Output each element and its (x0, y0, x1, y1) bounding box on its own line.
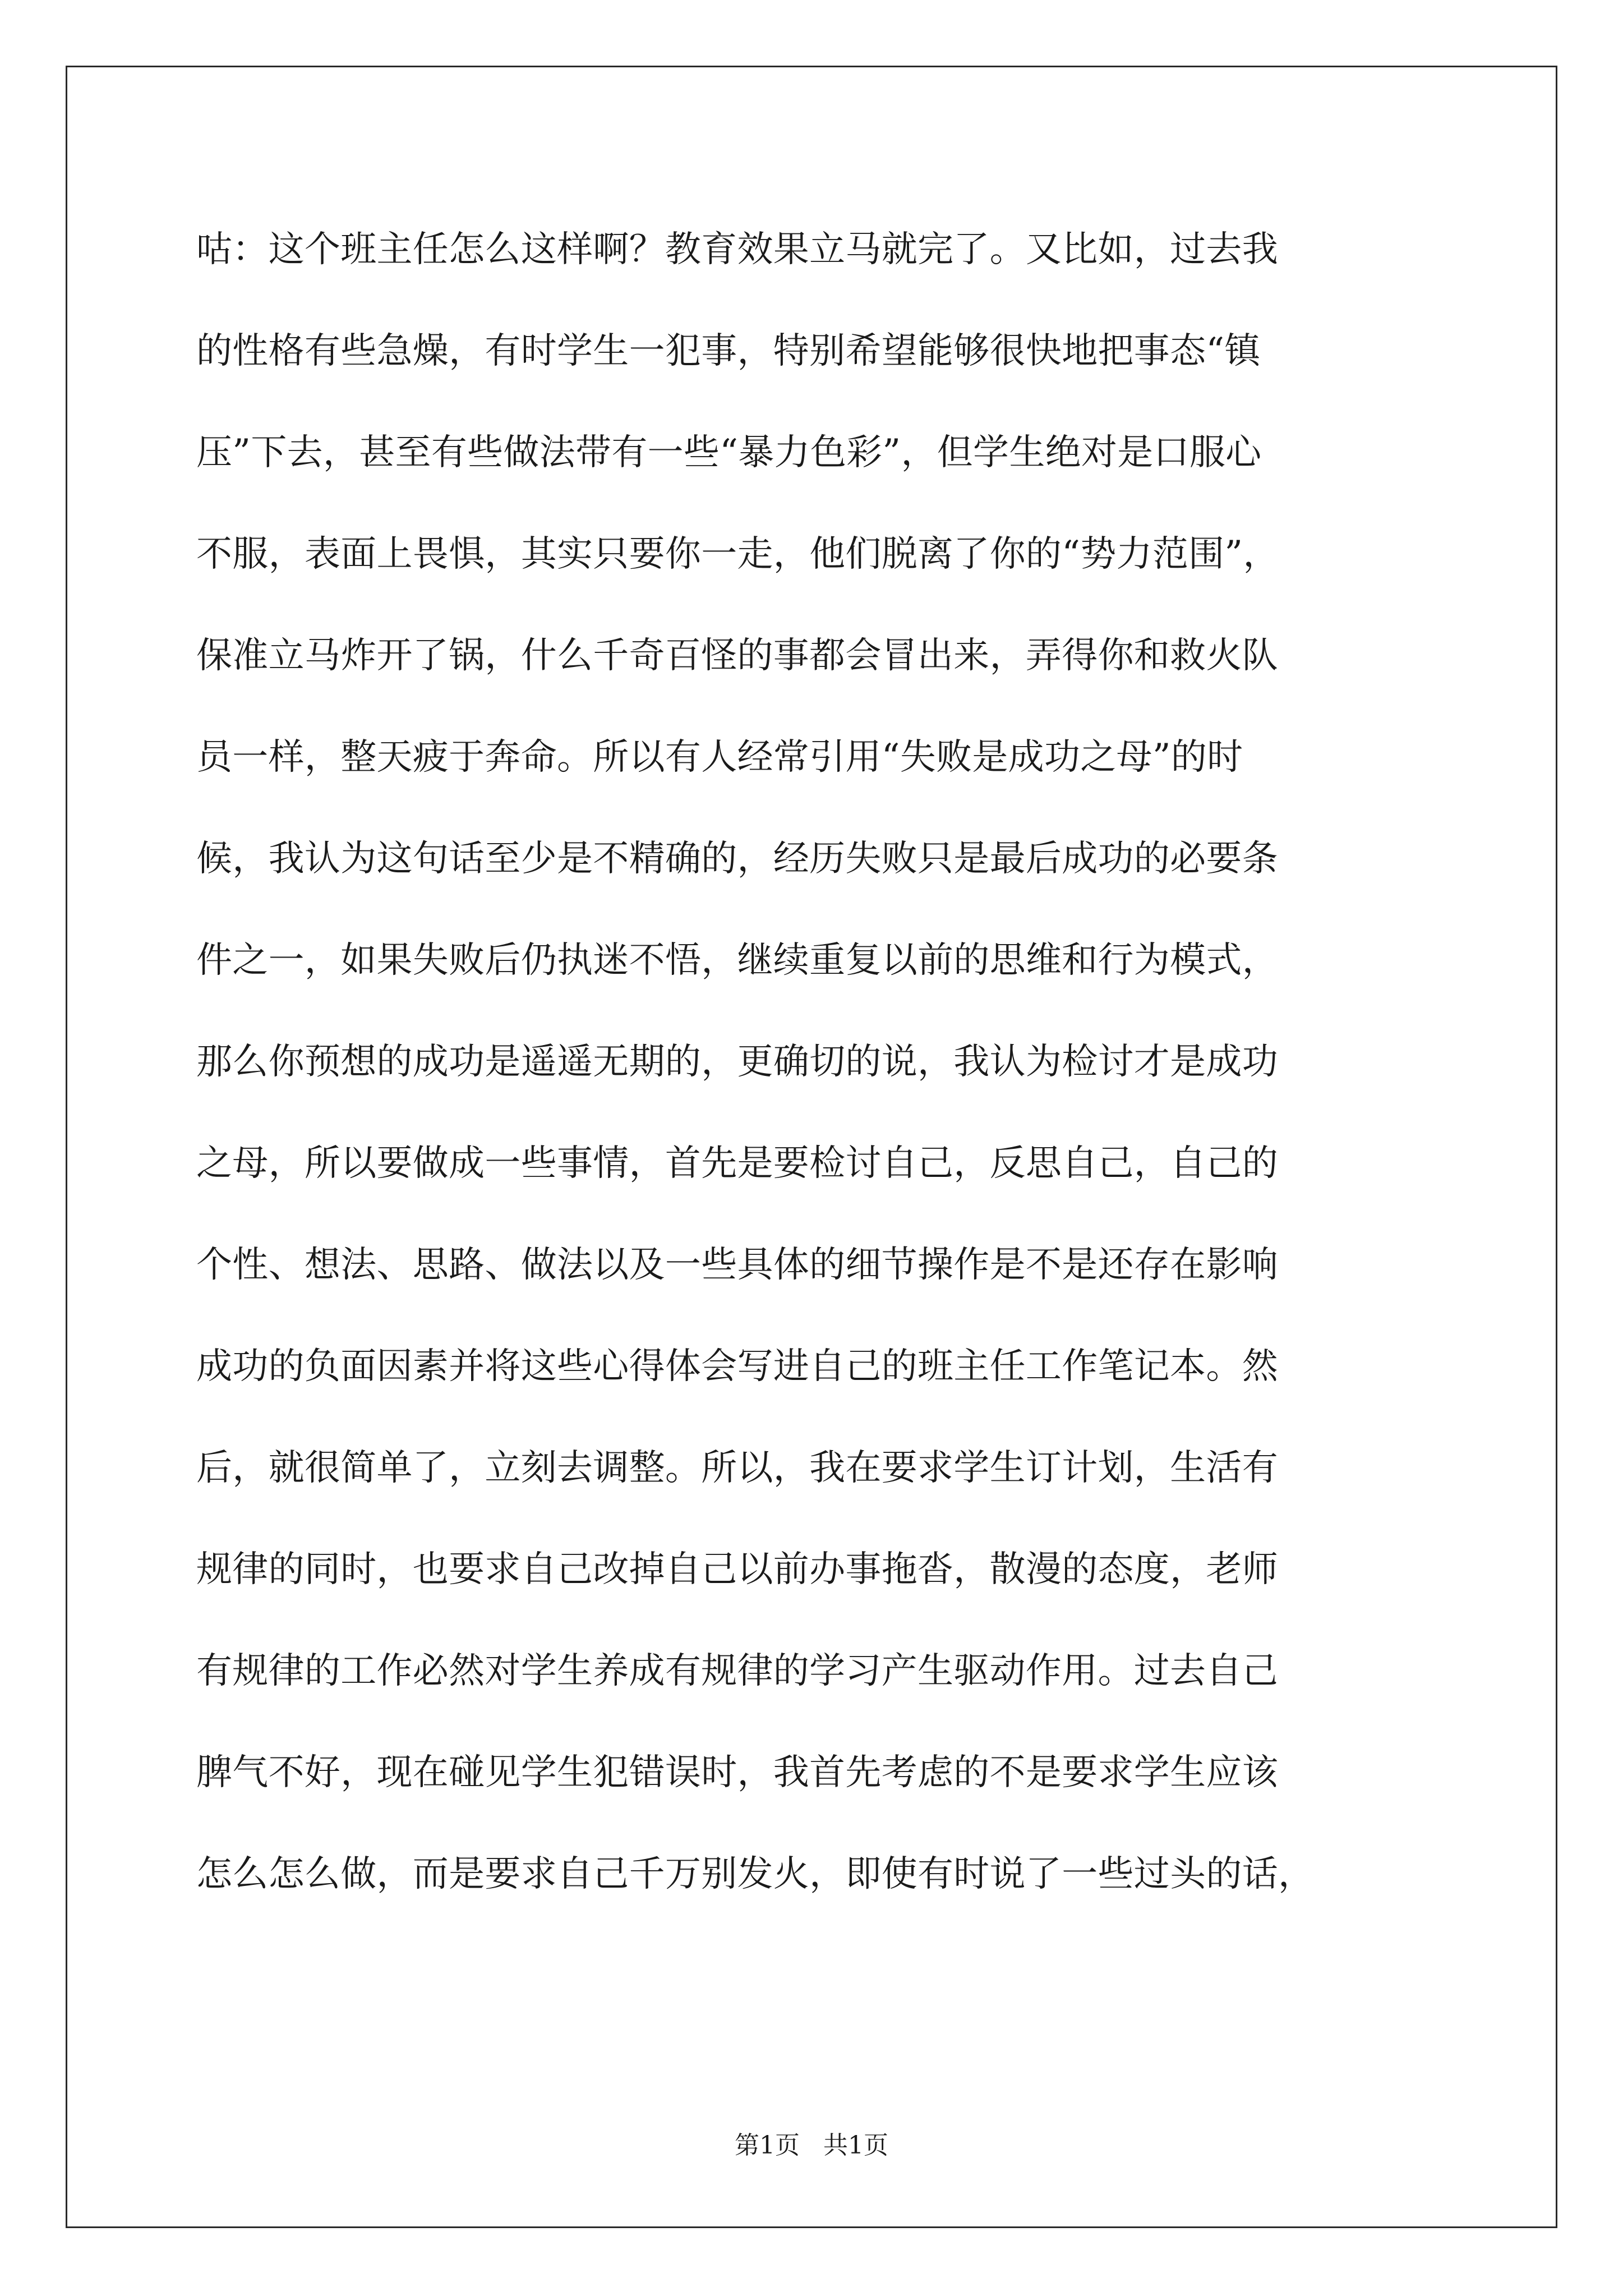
text-line-4: 不服，表面上畏惧，其实只要你一走，他们脱离了你的“势力范围”， (196, 533, 1279, 575)
text-line-9: 那么你预想的成功是遥遥无期的，更确切的说，我认为检讨才是成功 (196, 1041, 1278, 1083)
text-line-16: 脾气不好，现在碰见学生犯错误时，我首先考虑的不是要求学生应该 (196, 1752, 1278, 1793)
text-line-12: 成功的负面因素并将这些心得体会写进自己的班主任工作笔记本。然 (196, 1346, 1278, 1387)
text-line-2: 的性格有些急燥，有时学生一犯事，特别希望能够很快地把事态“镇 (196, 330, 1261, 372)
document-body (196, 216, 1447, 1942)
text-line-10: 之母，所以要做成一些事情，首先是要检讨自己，反思自己，自己的 (196, 1143, 1278, 1184)
text-line-6: 员一样，整天疲于奔命。所以有人经常引用“失败是成功之母”的时 (196, 737, 1243, 778)
text-line-7: 候，我认为这句话至少是不精确的，经历失败只是最后成功的必要条 (196, 838, 1278, 880)
text-line-3: 压”下去，甚至有些做法带有一些“暴力色彩”，但学生绝对是口服心 (196, 432, 1262, 473)
text-line-1: 咕：这个班主任怎么这样啊？教育效果立马就完了。又比如，过去我 (196, 229, 1278, 270)
text-line-13: 后，就很简单了，立刻去调整。所以，我在要求学生订计划，生活有 (196, 1447, 1278, 1489)
text-line-17: 怎么怎么做，而是要求自己千万别发火，即使有时说了一些过头的话， (196, 1853, 1315, 1895)
text-line-8: 件之一，如果失败后仍执迷不悟，继续重复以前的思维和行为模式， (196, 940, 1278, 981)
text-line-14: 规律的同时，也要求自己改掉自己以前办事拖沓，散漫的态度，老师 (196, 1549, 1278, 1590)
text-line-11: 个性、想法、思路、做法以及一些具体的细节操作是不是还存在影响 (196, 1244, 1278, 1286)
text-line-5: 保准立马炸开了锅，什么千奇百怪的事都会冒出来，弄得你和救火队 (196, 635, 1278, 677)
text-line-15: 有规律的工作必然对学生养成有规律的学习产生驱动作用。过去自己 (196, 1650, 1278, 1692)
page-number-footer: 第1页 共1页 (735, 2131, 888, 2160)
